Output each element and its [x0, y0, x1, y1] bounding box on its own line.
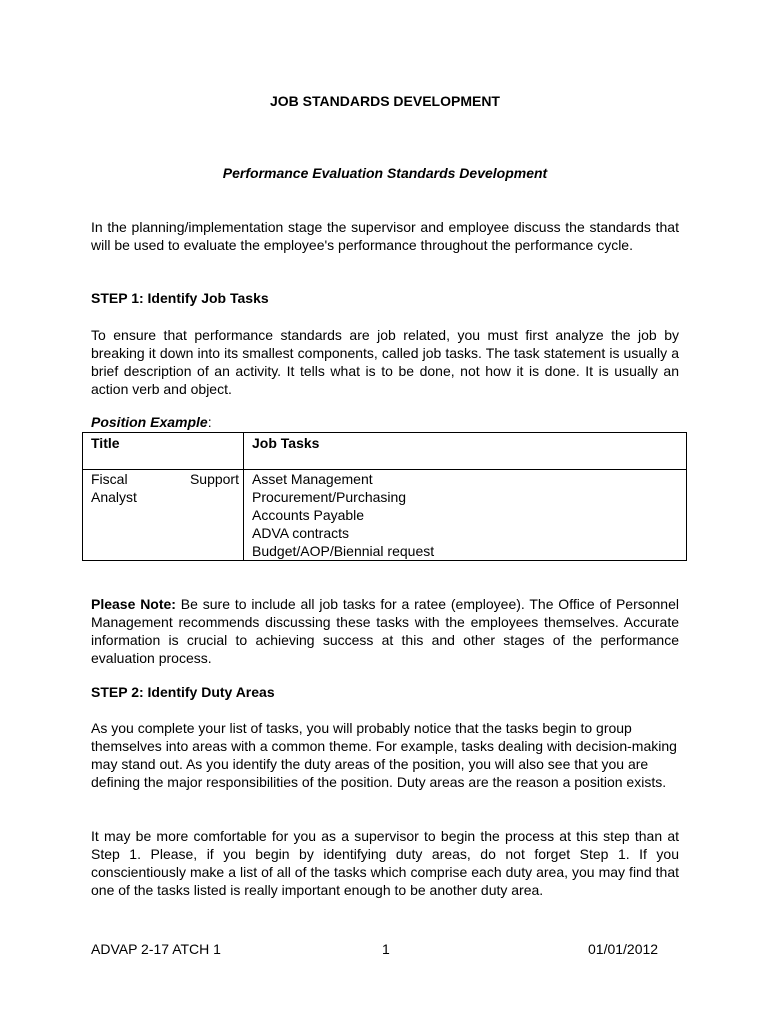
table-row: [83, 470, 687, 561]
footer-date: 01/01/2012: [588, 941, 659, 957]
header-title: Title: [83, 433, 244, 470]
note-text: Be sure to include all job tasks for a ratee (employee). The Office of Personnel Management recommends discussing these tasks with the employees themselves. Accurate information is crucial to achieving success at this and other stages of the performance evaluation process.: [91, 596, 679, 666]
title-word-fiscal: Fiscal: [91, 471, 128, 487]
task-item: ADVA contracts: [252, 525, 350, 541]
intro-paragraph: In the planning/implementation stage the supervisor and employee discuss the standards that will be used to evaluate the employee's performance throughout the performance cycle.: [91, 219, 679, 253]
position-example-text: Position Example: [91, 414, 208, 430]
position-example-label: [91, 414, 212, 430]
footer-doc-id: ADVAP 2-17 ATCH 1: [91, 941, 221, 957]
footer-page-number: 1: [382, 941, 390, 957]
title-word-support: Support: [189, 471, 239, 487]
document-subtitle: Performance Evaluation Standards Development: [222, 165, 548, 181]
step2-heading: STEP 2: Identify Duty Areas: [91, 684, 275, 700]
table-header-row: [83, 433, 687, 470]
step2-paragraph-1: As you complete your list of tasks, you will probably notice that the tasks begin to group themselves into areas with a common theme. For example, tasks dealing with decision-making may stand out. As you identify the duty areas of the position, you will also see that you are defining the major responsibilities of the position. Duty areas are the reason a position exists.: [91, 720, 677, 790]
task-item: Asset Management: [252, 471, 373, 487]
title-line-2: Analyst: [91, 489, 137, 505]
job-tasks-table: [82, 432, 687, 561]
note-label: Please Note:: [91, 596, 176, 612]
document-title: JOB STANDARDS DEVELOPMENT: [270, 93, 500, 109]
note-paragraph: [91, 595, 679, 667]
task-item: Procurement/Purchasing: [252, 489, 407, 505]
step1-paragraph: To ensure that performance standards are job related, you must first analyze the job by breaking it down into its smallest components, called job tasks. The task statement is usually a brief description of an activity. It tells what is to be done, not how it is done. It is usually an action verb and object.: [91, 327, 679, 397]
header-job-tasks: Job Tasks: [244, 433, 687, 470]
step2-paragraph-2: It may be more comfortable for you as a supervisor to begin the process at this step than at Step 1. Please, if you begin by identifying duty areas, do not forget Step 1. If you conscientiously make a list of all of the tasks which comprise each duty area, you may find that one of the tasks listed is really important enough to be another duty area.: [91, 828, 679, 898]
task-item: Accounts Payable: [252, 507, 365, 523]
step1-heading: STEP 1: Identify Job Tasks: [91, 290, 269, 306]
title-line-1: [91, 470, 239, 488]
position-example-colon: :: [207, 414, 212, 430]
task-item: Budget/AOP/Biennial request: [252, 543, 435, 559]
cell-title: [83, 470, 244, 561]
cell-job-tasks: [244, 470, 687, 561]
